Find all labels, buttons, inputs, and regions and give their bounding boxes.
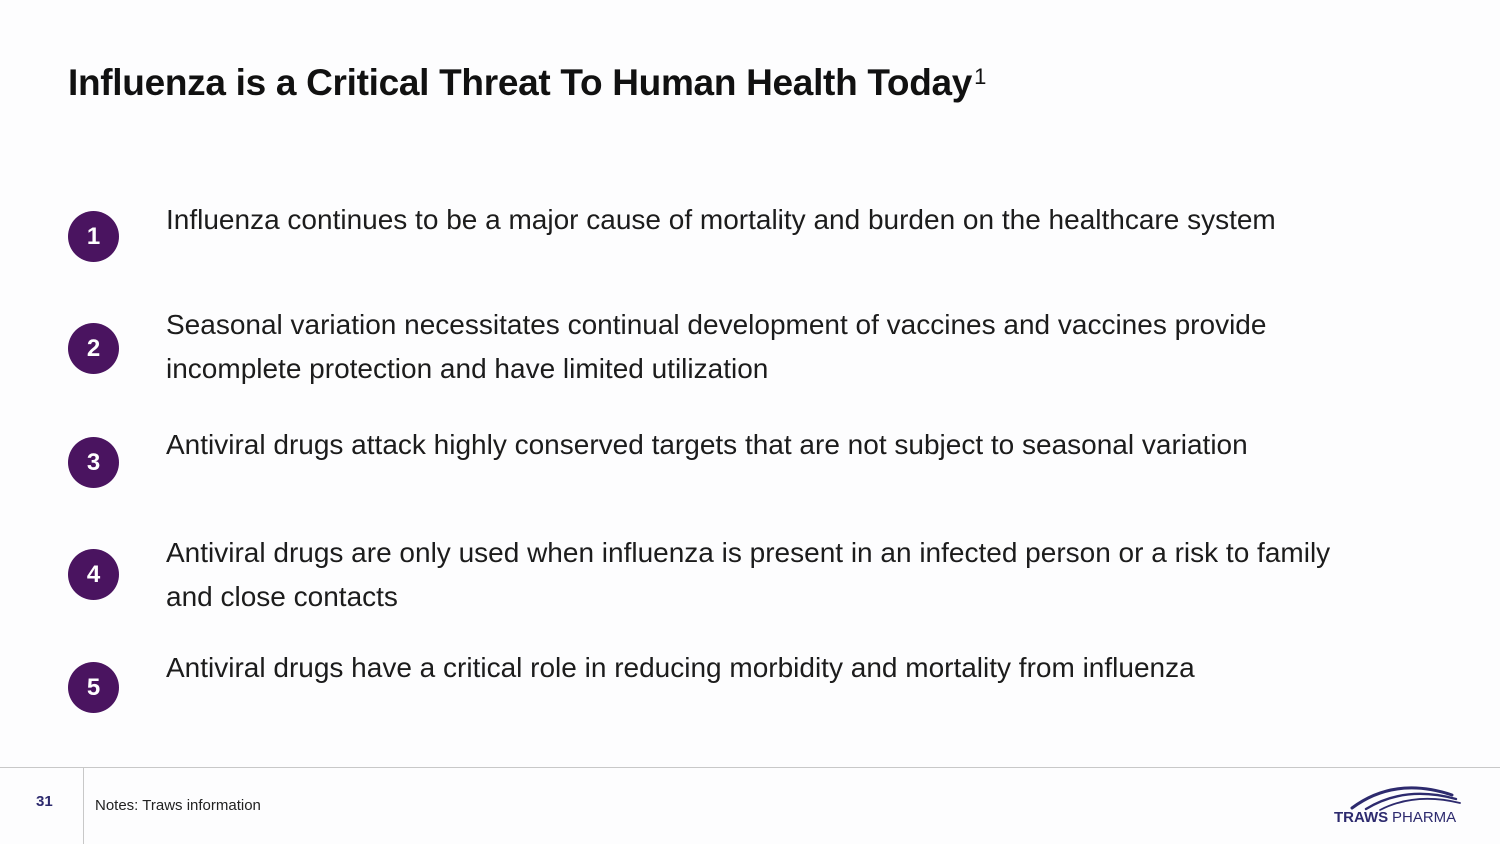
logo-word-pharma: PHARMA [1392, 809, 1457, 826]
number-badge: 2 [68, 323, 119, 374]
traws-pharma-logo [1330, 778, 1470, 828]
point-text: Antiviral drugs attack highly conserved targets that are not subject to seasonal variation [166, 429, 1248, 460]
number-badge: 1 [68, 211, 119, 262]
footer-notes: Notes: Traws information [95, 797, 261, 814]
point-text: Influenza continues to be a major cause of mortality and burden on the healthcare system [166, 204, 1276, 235]
swoosh-logo-icon [1352, 788, 1460, 810]
point-text: Antiviral drugs have a critical role in reducing morbidity and mortality from influenza [166, 652, 1195, 683]
title-footnote-marker: 1 [974, 64, 987, 89]
footer-separator [0, 767, 1500, 768]
point-text: Seasonal variation necessitates continual development of vaccines and vaccines provide incomplete protection and have limited utilization [166, 309, 1267, 384]
number-badge: 4 [68, 549, 119, 600]
number-badge: 5 [68, 662, 119, 713]
point-text: Antiviral drugs are only used when influenza is present in an infected person or a risk to family and close contacts [166, 537, 1331, 612]
logo-word-traws: TRAWS [1334, 809, 1389, 826]
slide-title-text: Influenza is a Critical Threat To Human Health Today [68, 62, 973, 103]
footer-vertical-divider [83, 767, 84, 844]
slide-title [68, 62, 986, 104]
page-number: 31 [36, 793, 53, 810]
number-badge: 3 [68, 437, 119, 488]
